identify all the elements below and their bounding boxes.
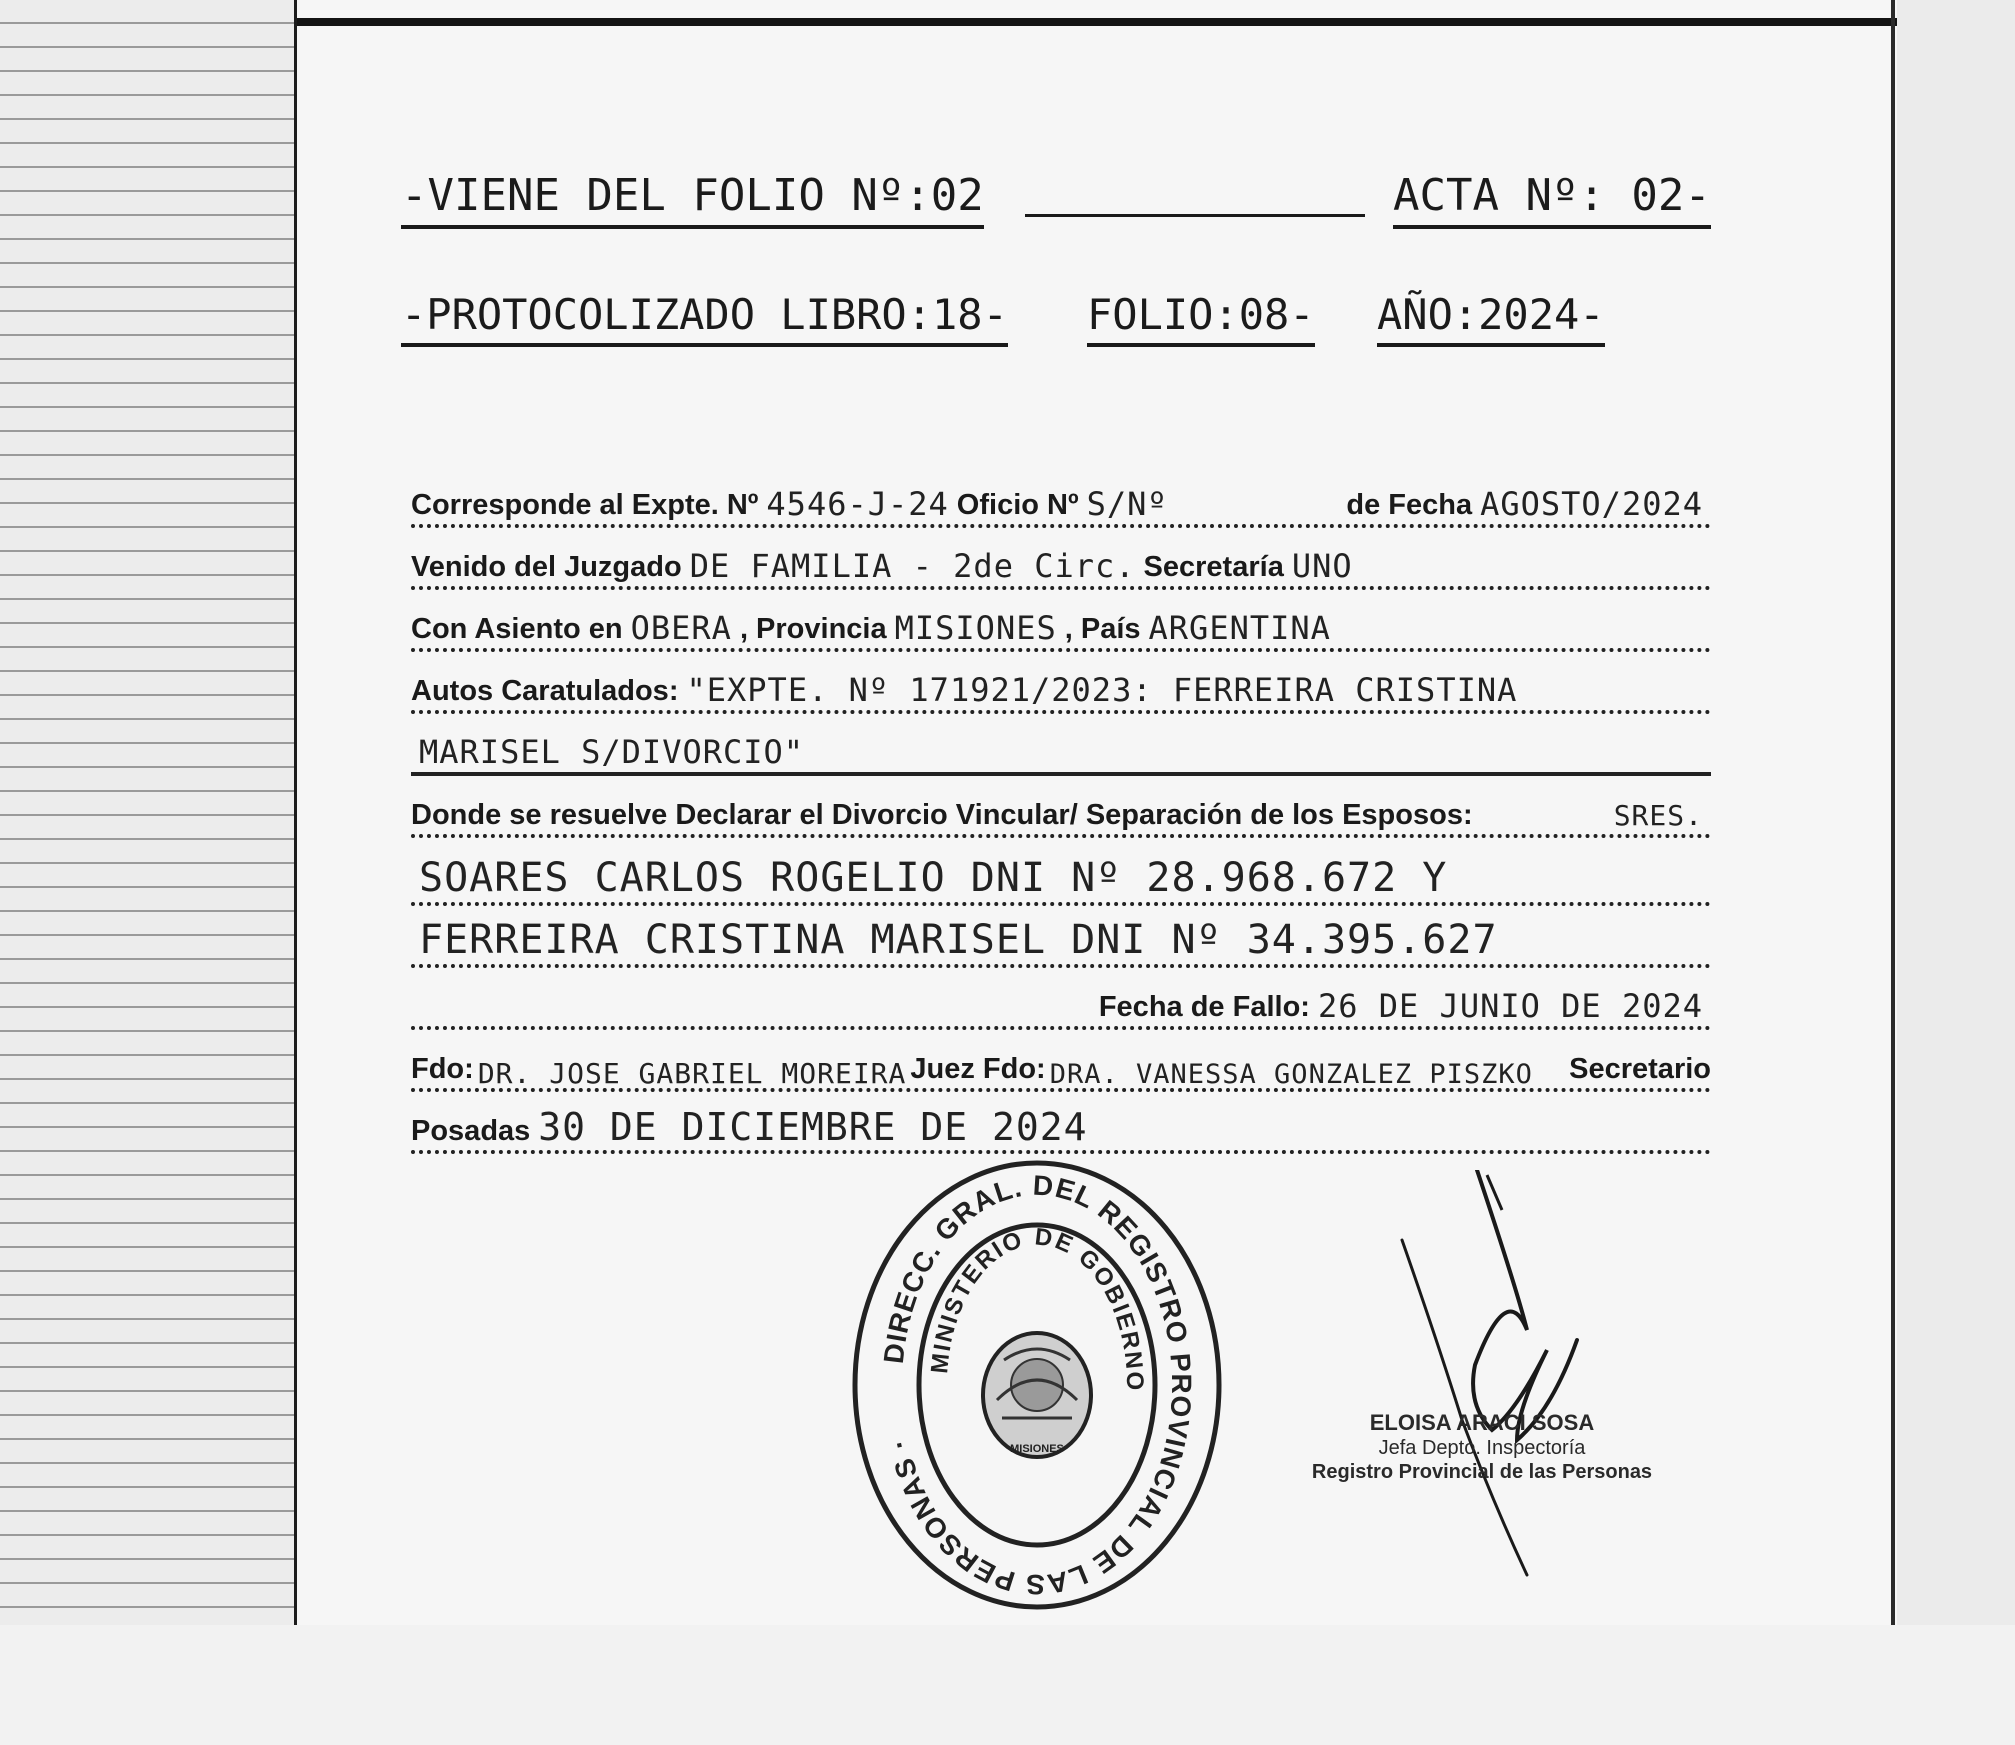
- form-line-esposo: [411, 855, 1711, 906]
- value-esposo: SOARES CARLOS ROGELIO DNI Nº 28.968.672 Y: [419, 855, 1448, 901]
- value-oficio: S/Nº: [1086, 485, 1168, 523]
- value-fallo: 26 DE JUNIO DE 2024: [1317, 987, 1703, 1025]
- page-right-edge: [1891, 0, 1895, 1625]
- seal-outer-text: DIRECC. GRAL. DEL REGISTRO PROVINCIAL DE LAS PERSONAS ·: [877, 1169, 1198, 1601]
- value-posadas: 30 DE DICIEMBRE DE 2024: [538, 1105, 1088, 1149]
- form-line-juzgado: [411, 542, 1711, 590]
- label-resolucion: Donde se resuelve Declarar el Divorcio Vincular/ Separación de los Esposos:: [411, 799, 1473, 831]
- value-esposa: FERREIRA CRISTINA MARISEL DNI Nº 34.395.627: [419, 917, 1498, 963]
- value-autos-cont: MARISEL S/DIVORCIO": [419, 733, 805, 771]
- form-line-autos: [411, 666, 1711, 714]
- value-fecha: AGOSTO/2024: [1480, 485, 1703, 523]
- form-line-resolucion: [411, 790, 1711, 838]
- value-resolucion: SRES.: [1613, 799, 1703, 832]
- form-line-fallo: [411, 982, 1711, 1030]
- document-page: [294, 0, 1897, 1625]
- handwritten-signature: [1367, 1170, 1667, 1580]
- form-line-posadas: [411, 1106, 1711, 1154]
- value-expediente: 4546-J-24: [766, 485, 949, 523]
- value-asiento: OBERA: [630, 609, 732, 647]
- header-rule-1: [1025, 214, 1365, 217]
- value-provincia: MISIONES: [894, 609, 1057, 647]
- emblem-text: MISIONES: [1010, 1443, 1064, 1455]
- photo-bottom-background: [0, 1625, 2015, 1745]
- label-fecha: de Fecha: [1346, 489, 1473, 521]
- official-seal: [852, 1160, 1222, 1610]
- folio-note: FOLIO:08-: [1087, 290, 1315, 347]
- form-line-expediente: [411, 480, 1711, 528]
- form-line-asiento: [411, 604, 1711, 652]
- label-juez-fdo: Juez Fdo:: [910, 1053, 1046, 1085]
- form-line-autos-cont: [411, 728, 1711, 776]
- label-pais: , País: [1064, 613, 1141, 645]
- form-line-firmas: [411, 1044, 1711, 1092]
- label-oficio: Oficio Nº: [956, 489, 1079, 521]
- ledger-margin-lines: [0, 0, 294, 1625]
- value-secretaria: UNO: [1291, 547, 1353, 585]
- value-autos: "EXPTE. Nº 171921/2023: FERREIRA CRISTINA: [686, 671, 1518, 709]
- label-fallo: Fecha de Fallo:: [1098, 991, 1310, 1023]
- label-asiento: Con Asiento en: [411, 613, 623, 645]
- label-autos: Autos Caratulados:: [411, 675, 679, 707]
- label-fdo-juez: Fdo:: [411, 1053, 474, 1085]
- label-expediente: Corresponde al Expte. Nº: [411, 489, 759, 521]
- seal-inner-text: MINISTERIO DE GOBIERNO: [926, 1223, 1149, 1393]
- officer-stamp: [1257, 1410, 1707, 1484]
- acta-number-note: ACTA Nº: 02-: [1393, 170, 1711, 229]
- value-secretario: DRA. VANESSA GONZALEZ PISZKO: [1049, 1059, 1533, 1090]
- value-juzgado: DE FAMILIA - 2de Circ.: [689, 547, 1136, 585]
- stamp-name: ELOISA ARACI SOSA: [1369, 1410, 1595, 1435]
- form-line-esposa: [411, 917, 1711, 968]
- label-secretaria: Secretaría: [1143, 551, 1284, 583]
- viene-folio-note: -VIENE DEL FOLIO Nº:02: [401, 170, 984, 229]
- value-juez: DR. JOSE GABRIEL MOREIRA: [477, 1057, 907, 1090]
- protocolizado-libro-note: -PROTOCOLIZADO LIBRO:18-: [401, 290, 1008, 347]
- anio-note: AÑO:2024-: [1377, 290, 1605, 347]
- provincial-emblem-icon: [983, 1333, 1091, 1457]
- label-provincia: , Provincia: [739, 613, 887, 645]
- label-posadas: Posadas: [411, 1115, 531, 1147]
- label-juzgado: Venido del Juzgado: [411, 551, 682, 583]
- stamp-role: Jefa Depto. Inspectoría: [1378, 1437, 1586, 1460]
- page-top-rule: [297, 18, 1897, 26]
- label-secretario: Secretario: [1569, 1053, 1711, 1085]
- value-pais: ARGENTINA: [1148, 609, 1331, 647]
- stamp-office: Registro Provincial de las Personas: [1311, 1461, 1653, 1484]
